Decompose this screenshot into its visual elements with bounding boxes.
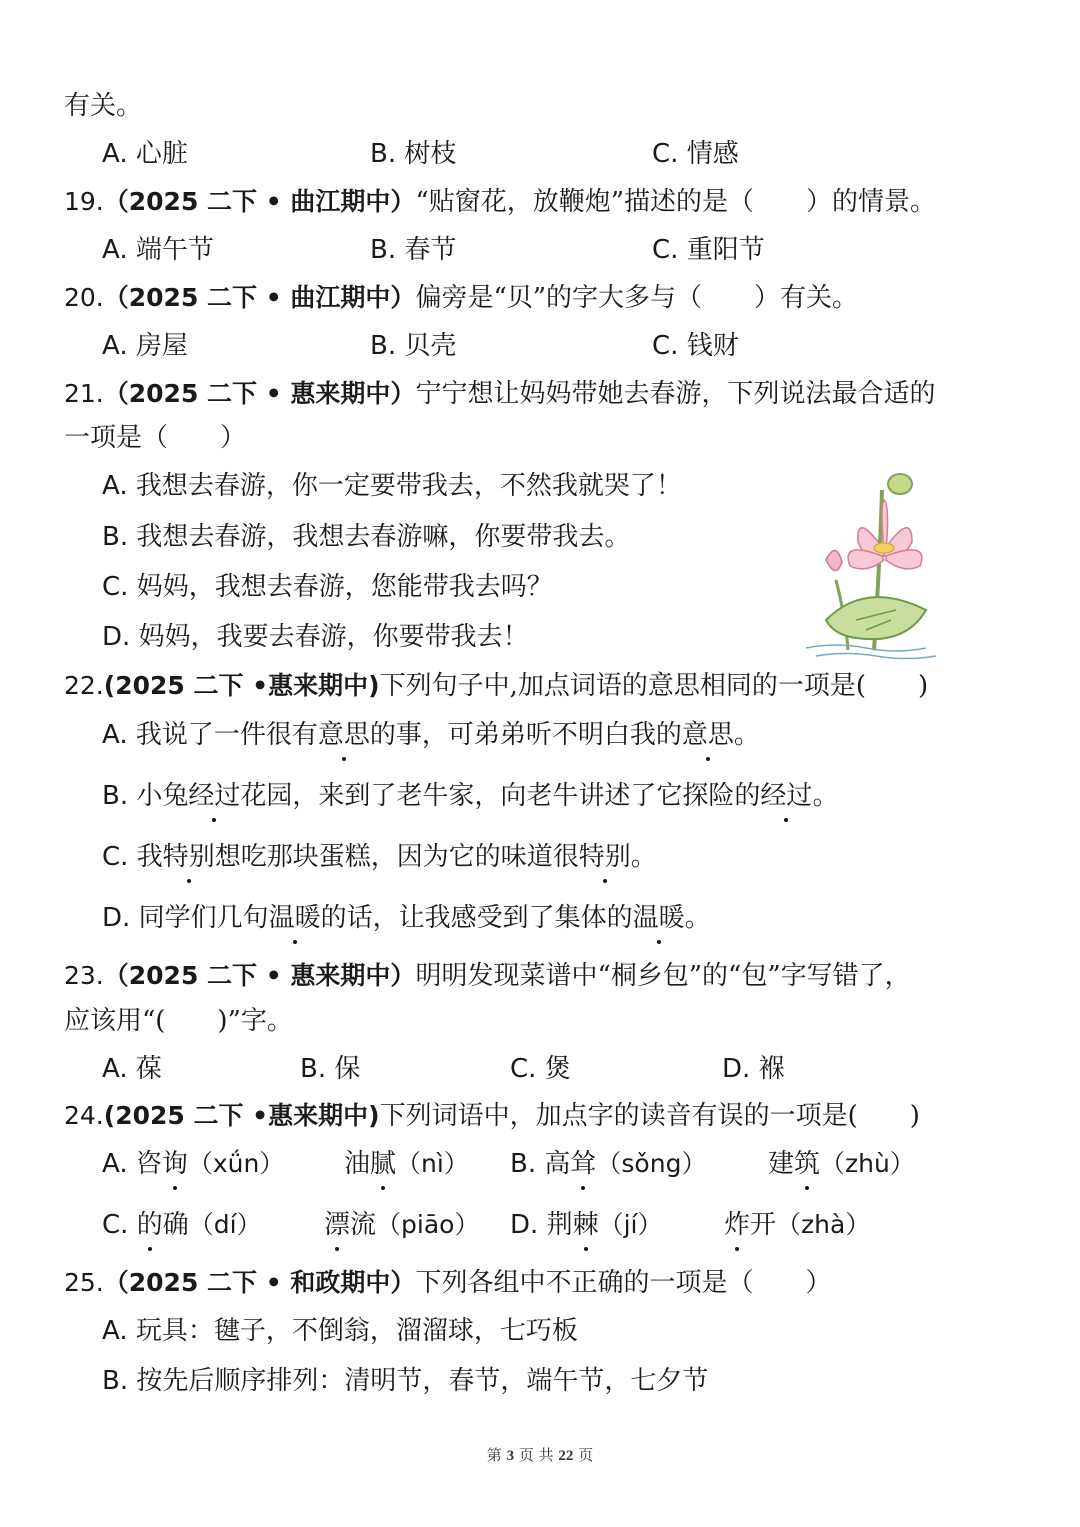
q24-option-c2: 漂流（piāo） bbox=[324, 1205, 479, 1245]
q18-option-a: A. 心脏 bbox=[102, 139, 188, 169]
q24-stem: 24.(2025 二下 •惠来期中)下列词语中，加点字的读音有误的一项是( ) bbox=[64, 1101, 920, 1131]
page-number: 3 bbox=[506, 1448, 515, 1464]
q20-option-b: B. 贝壳 bbox=[370, 331, 457, 361]
q23-option-c: C. 煲 bbox=[510, 1054, 571, 1084]
q22-stem: 22.(2025 二下 •惠来期中)下列句子中,加点词语的意思相同的一项是( ) bbox=[64, 671, 929, 701]
lotus-illustration bbox=[796, 470, 956, 660]
q20-option-c: C. 钱财 bbox=[652, 331, 739, 361]
q24-option-d2: 炸开（zhà） bbox=[724, 1205, 870, 1245]
q24-option-a2: 油腻（nì） bbox=[344, 1144, 469, 1184]
q21-stem-cont: 一项是（ ） bbox=[64, 423, 247, 453]
q19-option-c: C. 重阳节 bbox=[652, 235, 765, 265]
q20-stem: 20.（2025 二下 • 曲江期中）偏旁是“贝”的字大多与（ ）有关。 bbox=[64, 283, 859, 313]
q24-option-b1: B. 高耸（sǒng） bbox=[510, 1144, 706, 1184]
q20-option-a: A. 房屋 bbox=[102, 331, 188, 361]
page-total: 22 bbox=[558, 1448, 574, 1464]
q19-option-b: B. 春节 bbox=[370, 235, 457, 265]
q24-option-c1: C. 的确（dí） bbox=[102, 1205, 262, 1245]
q24-option-b2: 建筑（zhù） bbox=[768, 1144, 915, 1184]
q23-option-b: B. 保 bbox=[300, 1054, 361, 1084]
q24-option-d1: D. 荆棘（jí） bbox=[510, 1205, 663, 1245]
q18-option-b: B. 树枝 bbox=[370, 139, 457, 169]
q23-option-d: D. 褓 bbox=[722, 1054, 785, 1084]
q23-stem: 23.（2025 二下 • 惠来期中）明明发现菜谱中“桐乡包”的“包”字写错了， bbox=[64, 961, 911, 991]
q21-stem: 21.（2025 二下 • 惠来期中）宁宁想让妈妈带她去春游，下列说法最合适的 bbox=[64, 379, 936, 409]
q23-option-a: A. 葆 bbox=[102, 1054, 162, 1084]
q19-stem: 19.（2025 二下 • 曲江期中）“贴窗花，放鞭炮”描述的是（ ）的情景。 bbox=[64, 187, 937, 217]
q18-option-c: C. 情感 bbox=[652, 139, 739, 169]
page-footer: 第 3 页 共 22 页 bbox=[486, 1446, 594, 1464]
q24-option-a1: A. 咨询（xǘn） bbox=[102, 1144, 284, 1184]
q23-stem-cont: 应该用“( )”字。 bbox=[64, 1006, 293, 1036]
q25-stem: 25.（2025 二下 • 和政期中）下列各组中不正确的一项是（ ） bbox=[64, 1268, 832, 1298]
q18-tail: 有关。 bbox=[64, 91, 143, 121]
q19-option-a: A. 端午节 bbox=[102, 235, 214, 265]
